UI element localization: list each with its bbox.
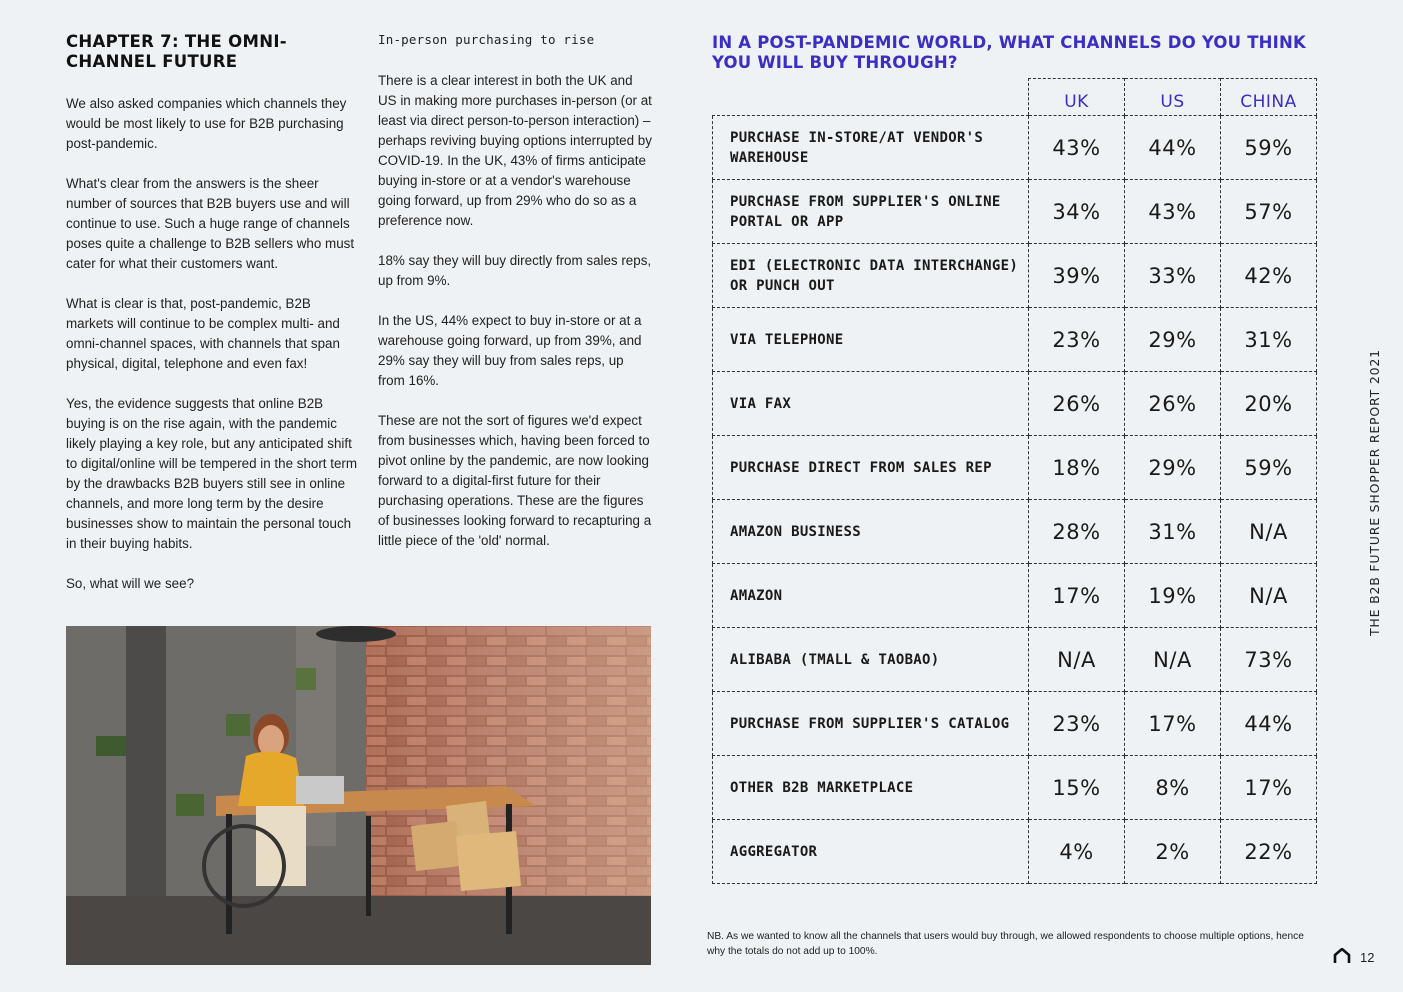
value-us: 2% xyxy=(1125,820,1221,884)
footnote: NB. As we wanted to know all the channels that users would buy through, we allowed respondents to choose multiple options, hence why the totals do not add up to 100%. xyxy=(707,931,1304,957)
value-uk: 28% xyxy=(1029,500,1125,564)
chapter-title: CHAPTER 7: THE OMNI-CHANNEL FUTURE xyxy=(66,32,287,71)
paragraph: There is a clear interest in both the UK and US in making more purchases in-person (or at least via direct person-to-person interaction) – perhaps reviving buying options interrupted by COVID-19. In the UK, 43% of firms anticipate buying in-store or at a vendor's warehouse going forward, up from 29% who do so as a preference now. xyxy=(378,73,652,228)
channel-label: OTHER B2B MARKETPLACE xyxy=(713,756,1029,820)
column-header-uk: UK xyxy=(1029,79,1125,116)
table-row xyxy=(713,820,1317,884)
column-header-us: US xyxy=(1125,79,1221,116)
paragraph: In the US, 44% expect to buy in-store or at a warehouse going forward, up from 39%, and 29% say they will buy from sales reps, up from 16%. xyxy=(378,313,642,388)
table-row xyxy=(713,372,1317,436)
value-china: 17% xyxy=(1221,756,1317,820)
value-uk: 43% xyxy=(1029,116,1125,180)
table-row xyxy=(713,628,1317,692)
paragraph: We also asked companies which channels they would be most likely to use for B2B purchasing post-pandemic. xyxy=(66,96,347,151)
value-uk: 4% xyxy=(1029,820,1125,884)
page-number: 12 xyxy=(1360,950,1375,965)
channel-label: PURCHASE DIRECT FROM SALES REP xyxy=(713,436,1029,500)
paragraph: Yes, the evidence suggests that online B2B buying is on the rise again, with the pandemic likely playing a key role, but any anticipated shift to digital/online will be tempered in the short term by the drawbacks B2B buyers still see in online channels, and more long term by the desire businesses show to maintain the personal touch in their buying habits. xyxy=(66,396,358,551)
value-china: 57% xyxy=(1221,180,1317,244)
paragraph: 18% say they will buy directly from sales reps, up from 9%. xyxy=(378,253,652,288)
report-side-label: THE B2B FUTURE SHOPPER REPORT 2021 xyxy=(1367,349,1382,636)
paragraph: What's clear from the answers is the sheer number of sources that B2B buyers use and will continue to use. Such a huge range of channels poses quite a challenge to B2B sellers who must cater for what their customers want. xyxy=(66,176,355,271)
table-row xyxy=(713,244,1317,308)
paragraph: What is clear is that, post-pandemic, B2B markets will continue to be complex multi- and omni-channel spaces, with channels that span physical, digital, telephone and even fax! xyxy=(66,296,340,371)
value-uk: 15% xyxy=(1029,756,1125,820)
channel-label: VIA TELEPHONE xyxy=(713,308,1029,372)
column-header-china: CHINA xyxy=(1221,79,1317,116)
table-row xyxy=(713,756,1317,820)
value-us: 8% xyxy=(1125,756,1221,820)
channel-label: VIA FAX xyxy=(713,372,1029,436)
value-uk: 26% xyxy=(1029,372,1125,436)
value-uk: N/A xyxy=(1029,628,1125,692)
value-us: 26% xyxy=(1125,372,1221,436)
value-uk: 34% xyxy=(1029,180,1125,244)
table-row xyxy=(713,116,1317,180)
channels-table xyxy=(712,78,1317,884)
channel-label: AMAZON xyxy=(713,564,1029,628)
value-uk: 18% xyxy=(1029,436,1125,500)
middle-column xyxy=(378,30,653,571)
channel-label: PURCHASE IN-STORE/AT VENDOR'S WAREHOUSE xyxy=(713,116,1029,180)
value-us: 33% xyxy=(1125,244,1221,308)
channel-label: ALIBABA (TMALL & TAOBAO) xyxy=(713,628,1029,692)
value-us: 31% xyxy=(1125,500,1221,564)
table-row xyxy=(713,692,1317,756)
table-row xyxy=(713,564,1317,628)
channel-label: AGGREGATOR xyxy=(713,820,1029,884)
value-us: 43% xyxy=(1125,180,1221,244)
value-us: N/A xyxy=(1125,628,1221,692)
left-column xyxy=(66,32,361,614)
table-row xyxy=(713,180,1317,244)
value-us: 29% xyxy=(1125,436,1221,500)
channel-label: AMAZON BUSINESS xyxy=(713,500,1029,564)
value-china: N/A xyxy=(1221,500,1317,564)
value-us: 29% xyxy=(1125,308,1221,372)
table-corner xyxy=(713,79,1029,116)
value-us: 44% xyxy=(1125,116,1221,180)
table-row xyxy=(713,500,1317,564)
value-china: 73% xyxy=(1221,628,1317,692)
home-icon[interactable] xyxy=(1333,948,1351,964)
value-china: 42% xyxy=(1221,244,1317,308)
value-us: 17% xyxy=(1125,692,1221,756)
table-row xyxy=(713,436,1317,500)
value-china: 44% xyxy=(1221,692,1317,756)
value-uk: 17% xyxy=(1029,564,1125,628)
value-china: N/A xyxy=(1221,564,1317,628)
value-china: 59% xyxy=(1221,436,1317,500)
table-row xyxy=(713,308,1317,372)
value-china: 22% xyxy=(1221,820,1317,884)
section-subheading: In-person purchasing to rise xyxy=(378,32,595,47)
table-header-row xyxy=(713,79,1317,116)
value-china: 31% xyxy=(1221,308,1317,372)
value-china: 59% xyxy=(1221,116,1317,180)
paragraph: These are not the sort of figures we'd expect from businesses which, having been forced to pivot online by the pandemic, are now looking forward to a digital-first future for their purchasing operations. These are the figures of businesses looking forward to recapturing a little piece of the 'old' normal. xyxy=(378,413,652,548)
value-uk: 39% xyxy=(1029,244,1125,308)
value-uk: 23% xyxy=(1029,308,1125,372)
value-china: 20% xyxy=(1221,372,1317,436)
channel-label: PURCHASE FROM SUPPLIER'S ONLINE PORTAL OR APP xyxy=(713,180,1029,244)
paragraph: So, what will we see? xyxy=(66,576,195,591)
table-title: IN A POST-PANDEMIC WORLD, WHAT CHANNELS DO YOU THINK YOU WILL BUY THROUGH? xyxy=(712,33,1306,72)
office-photo xyxy=(66,626,651,965)
channel-label: PURCHASE FROM SUPPLIER'S CATALOG xyxy=(713,692,1029,756)
value-us: 19% xyxy=(1125,564,1221,628)
value-uk: 23% xyxy=(1029,692,1125,756)
channel-label: EDI (ELECTRONIC DATA INTERCHANGE) OR PUNCH OUT xyxy=(713,244,1029,308)
